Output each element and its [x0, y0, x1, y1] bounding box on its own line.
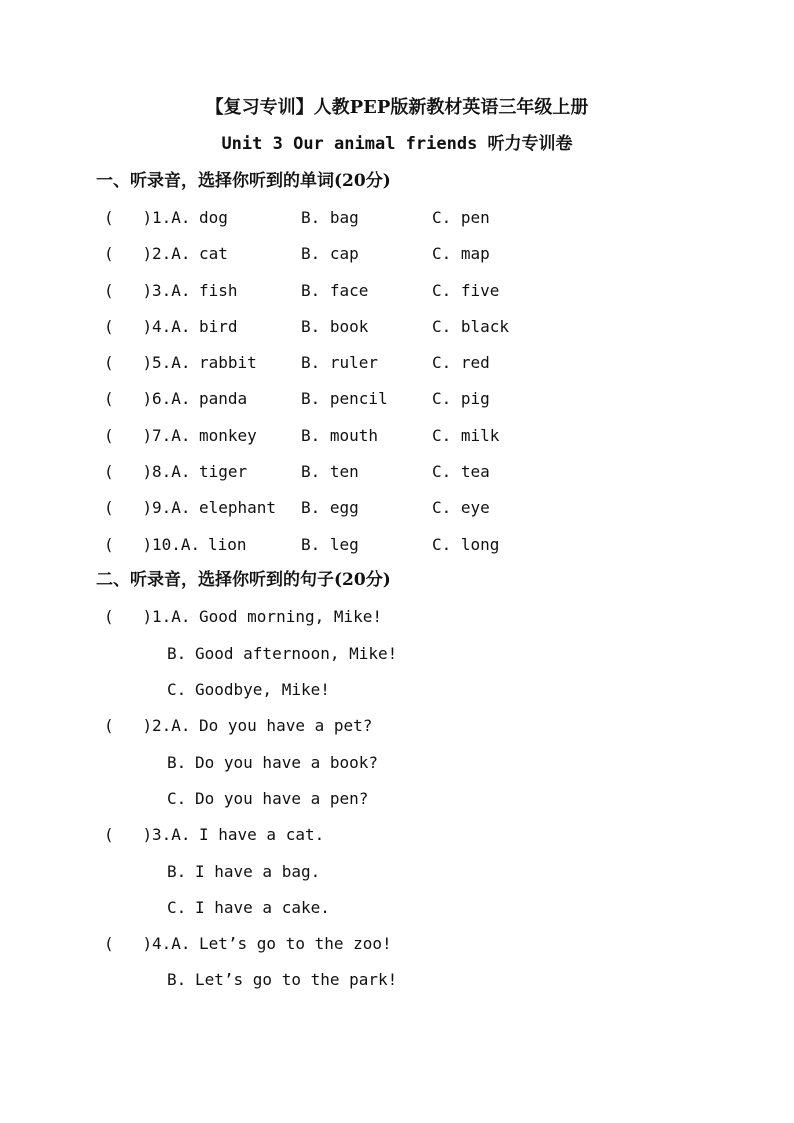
question-number: 6.A.: [152, 389, 191, 408]
option-b: Let’s go to the park!: [195, 970, 398, 989]
option-b: B. face: [301, 281, 369, 300]
answer-blank[interactable]: ( ): [104, 281, 153, 300]
option-a: Let’s go to the zoo!: [199, 934, 392, 953]
answer-blank[interactable]: ( ): [104, 462, 153, 481]
option-b: B. bag: [301, 208, 359, 227]
option-a: cat: [199, 244, 228, 263]
sentence-question-row: [0, 606, 600, 628]
question-number: 4.A.: [152, 317, 191, 336]
option-b: B. mouth: [301, 426, 379, 445]
option-a: rabbit: [199, 353, 257, 372]
option-b-letter: B.: [167, 862, 187, 881]
question-number: 2.A.: [152, 716, 191, 735]
option-a: lion: [208, 535, 247, 554]
sentence-question-row: [0, 933, 600, 955]
question-number: 10.A.: [152, 535, 201, 554]
sentence-option-row: [0, 897, 600, 919]
question-row: [104, 461, 704, 483]
option-a: elephant: [199, 498, 277, 517]
answer-blank[interactable]: ( ): [104, 208, 153, 227]
question-row: [104, 497, 704, 519]
sentence-option-row: [0, 969, 600, 991]
option-c: C. tea: [432, 462, 490, 481]
option-b: B. book: [301, 317, 369, 336]
option-c-letter: C.: [167, 898, 187, 917]
option-a: bird: [199, 317, 238, 336]
option-c: C. red: [432, 353, 490, 372]
question-number: 1.A.: [152, 607, 191, 626]
option-b: B. pencil: [301, 389, 388, 408]
question-row: [104, 534, 704, 556]
option-c: C. milk: [432, 426, 500, 445]
option-b: B. cap: [301, 244, 359, 263]
option-c: C. pen: [432, 208, 490, 227]
question-row: [104, 243, 704, 265]
question-row: [104, 316, 704, 338]
section-2-heading: 二、听录音，选择你听到的句子(20分): [96, 570, 391, 590]
option-a: monkey: [199, 426, 257, 445]
sentence-question-row: [0, 715, 600, 737]
question-number: 3.A.: [152, 825, 191, 844]
option-c: C. map: [432, 244, 490, 263]
option-c: Goodbye, Mike!: [195, 680, 330, 699]
question-row: [104, 207, 704, 229]
option-a: dog: [199, 208, 228, 227]
answer-blank[interactable]: ( ): [104, 934, 153, 953]
option-b-letter: B.: [167, 970, 187, 989]
answer-blank[interactable]: ( ): [104, 716, 153, 735]
answer-blank[interactable]: ( ): [104, 825, 153, 844]
option-c: C. black: [432, 317, 510, 336]
option-b: B. ruler: [301, 353, 379, 372]
question-number: 1.A.: [152, 208, 191, 227]
question-number: 2.A.: [152, 244, 191, 263]
question-row: [104, 388, 704, 410]
option-c: I have a cake.: [195, 898, 330, 917]
option-a: fish: [199, 281, 238, 300]
option-a: panda: [199, 389, 248, 408]
sentence-option-row: [0, 788, 600, 810]
option-b: I have a bag.: [195, 862, 321, 881]
option-c: C. eye: [432, 498, 490, 517]
option-c-letter: C.: [167, 789, 187, 808]
question-row: [104, 352, 704, 374]
sentence-option-row: [0, 752, 600, 774]
option-c: Do you have a pen?: [195, 789, 369, 808]
question-number: 4.A.: [152, 934, 191, 953]
option-b: B. leg: [301, 535, 359, 554]
option-a: I have a cat.: [199, 825, 325, 844]
sentence-question-row: [0, 824, 600, 846]
subtitle-chinese: 听力专训卷: [487, 134, 573, 154]
option-c: C. pig: [432, 389, 490, 408]
sentence-option-row: [0, 679, 600, 701]
option-a: Do you have a pet?: [199, 716, 373, 735]
option-b-letter: B.: [167, 753, 187, 772]
option-b: B. ten: [301, 462, 359, 481]
question-number: 3.A.: [152, 281, 191, 300]
answer-blank[interactable]: ( ): [104, 426, 153, 445]
option-c: C. long: [432, 535, 500, 554]
option-b-letter: B.: [167, 644, 187, 663]
section-1-heading: 一、听录音，选择你听到的单词(20分): [96, 171, 391, 191]
option-b: Good afternoon, Mike!: [195, 644, 398, 663]
answer-blank[interactable]: ( ): [104, 353, 153, 372]
answer-blank[interactable]: ( ): [104, 498, 153, 517]
option-b: Do you have a book?: [195, 753, 379, 772]
question-number: 8.A.: [152, 462, 191, 481]
question-number: 7.A.: [152, 426, 191, 445]
question-number: 9.A.: [152, 498, 191, 517]
question-row: [104, 280, 704, 302]
sentence-option-row: [0, 861, 600, 883]
answer-blank[interactable]: ( ): [104, 535, 153, 554]
option-a: tiger: [199, 462, 248, 481]
subtitle-english: Unit 3 Our animal friends: [221, 134, 488, 154]
option-c-letter: C.: [167, 680, 187, 699]
option-c: C. five: [432, 281, 500, 300]
question-row: [104, 425, 704, 447]
option-b: B. egg: [301, 498, 359, 517]
answer-blank[interactable]: ( ): [104, 317, 153, 336]
page-subtitle: [0, 132, 794, 156]
answer-blank[interactable]: ( ): [104, 244, 153, 263]
sentence-option-row: [0, 643, 600, 665]
answer-blank[interactable]: ( ): [104, 607, 153, 626]
answer-blank[interactable]: ( ): [104, 389, 153, 408]
page-title: 【复习专训】人教PEP版新教材英语三年级上册: [205, 97, 589, 118]
question-number: 5.A.: [152, 353, 191, 372]
option-a: Good morning, Mike!: [199, 607, 383, 626]
